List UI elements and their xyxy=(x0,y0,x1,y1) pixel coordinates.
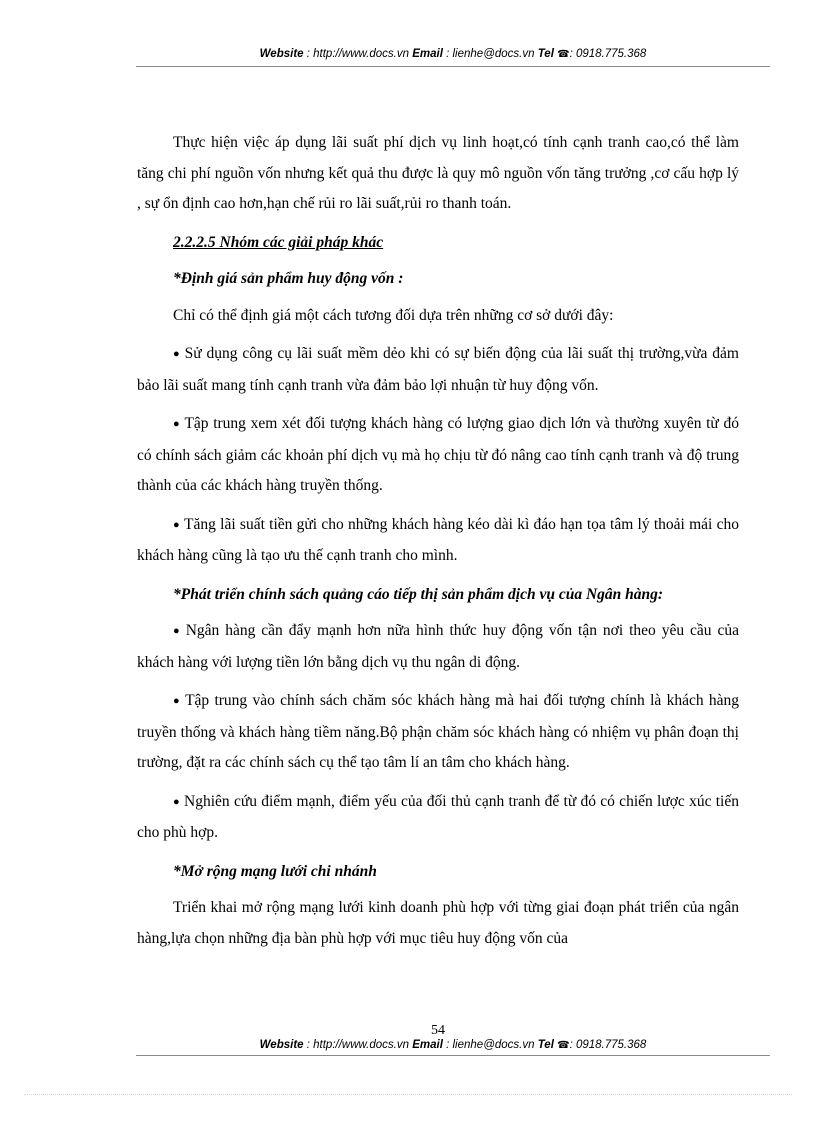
pricing-title: *Định giá sản phẩm huy động vốn : xyxy=(173,270,404,287)
bullet-item xyxy=(137,787,739,849)
bullet-item xyxy=(137,510,739,572)
footer-email-label: Email xyxy=(412,1039,443,1051)
phone-icon: ☎ xyxy=(557,49,570,60)
header-tel-value: : 0918.775.368 xyxy=(569,48,647,60)
network-title: *Mở rộng mạng lưới chi nhánh xyxy=(173,862,377,880)
header-website-label: Website xyxy=(259,48,304,60)
bullet-text: Tăng lãi suất tiền gửi cho những khách hàng kéo dài kì đáo hạn tọa tâm lý thoải mái cho khách hàng cũng là tạo ưu thế cạnh tranh cho mình. xyxy=(137,515,739,564)
bullet-icon: ● xyxy=(173,795,181,808)
header-website-value[interactable]: : http://www.docs.vn xyxy=(306,48,410,60)
network-paragraph: Triển khai mở rộng mạng lưới kinh doanh phù hợp với từng giai đoạn phát triển của ngân hàng,lựa chọn những địa bàn phù hợp với mục tiêu huy động vốn của xyxy=(137,899,739,947)
footer-tel-label: Tel xyxy=(537,1039,554,1051)
section-heading: 2.2.2.5 Nhóm các giải pháp khác xyxy=(173,233,384,251)
bullet-icon: ● xyxy=(173,695,182,707)
footer-divider xyxy=(136,1055,770,1056)
header-email-value[interactable]: : lienhe@docs.vn xyxy=(446,48,535,60)
header-tel-label: Tel xyxy=(537,48,554,60)
bullet-text: Ngân hàng cần đẩy mạnh hơn nữa hình thức huy động vốn tận nơi theo yêu cầu của khách hàng với lượng tiền lớn bằng dịch vụ thu ngân di động. xyxy=(137,622,739,671)
header-divider xyxy=(136,66,770,67)
bullet-text: Nghiên cứu điểm mạnh, điểm yếu của đối thủ cạnh tranh để từ đó có chiến lược xúc tiến cho phù hợp. xyxy=(137,792,739,841)
document-body xyxy=(137,128,739,962)
header-email-label: Email xyxy=(412,48,443,60)
advertising-title: *Phát triển chính sách quảng cáo tiếp thị sản phẩm dịch vụ của Ngân hàng: xyxy=(173,585,664,603)
footer-website-value[interactable]: : http://www.docs.vn xyxy=(306,1039,410,1051)
page-header xyxy=(136,48,770,60)
bullet-text: Tập trung xem xét đối tượng khách hàng có lượng giao dịch lớn và thường xuyên từ đó có chính sách giảm các khoản phí dịch vụ mà họ chịu từ đó nâng cao tính cạnh tranh và độ trung thành của các khách hàng truyền thống. xyxy=(137,415,739,494)
bullet-item xyxy=(137,616,739,678)
bullet-icon: ● xyxy=(173,348,181,360)
footer-email-value[interactable]: : lienhe@docs.vn xyxy=(446,1039,535,1051)
bullet-text: Tập trung vào chính sách chăm sóc khách hàng mà hai đối tượng chính là khách hàng truyền thống và khách hàng tiềm năng.Bộ phận chăm sóc khách hàng có nhiệm vụ phân đoạn thị trường, đặt ra các chính sách cụ thể tạo tâm lí an tâm cho khách hàng. xyxy=(137,692,739,771)
bullet-item xyxy=(137,339,739,401)
bullet-icon: ● xyxy=(173,518,181,531)
bullet-text: Sử dụng công cụ lãi suất mềm dẻo khi có sự biến động của lãi suất thị trường,vừa đảm bảo lãi suất mang tính cạnh tranh vừa đảm bảo lợi nhuận từ huy động vốn. xyxy=(137,345,739,394)
phone-icon: ☎ xyxy=(557,1040,570,1051)
page-bottom-dotted-line xyxy=(24,1094,792,1095)
pricing-lead: Chỉ có thể định giá một cách tương đối dựa trên những cơ sở dưới đây: xyxy=(173,306,614,324)
intro-paragraph: Thực hiện việc áp dụng lãi suất phí dịch vụ linh hoạt,có tính cạnh tranh cao,có thể làm tăng chi phí nguồn vốn nhưng kết quả thu được là quy mô nguồn vốn tăng trưởng ,cơ cấu hợp lý , sự ổn định cao hơn,hạn chế rủi ro lãi suất,rủi ro thanh toán. xyxy=(137,134,739,212)
page-number: 54 xyxy=(431,1023,445,1038)
footer-tel-value: : 0918.775.368 xyxy=(569,1039,647,1051)
bullet-item xyxy=(137,686,739,779)
footer-website-label: Website xyxy=(259,1039,304,1051)
bullet-item xyxy=(137,409,739,502)
page-footer xyxy=(136,1039,770,1051)
bullet-icon: ● xyxy=(173,418,181,430)
bullet-icon: ● xyxy=(173,625,182,637)
